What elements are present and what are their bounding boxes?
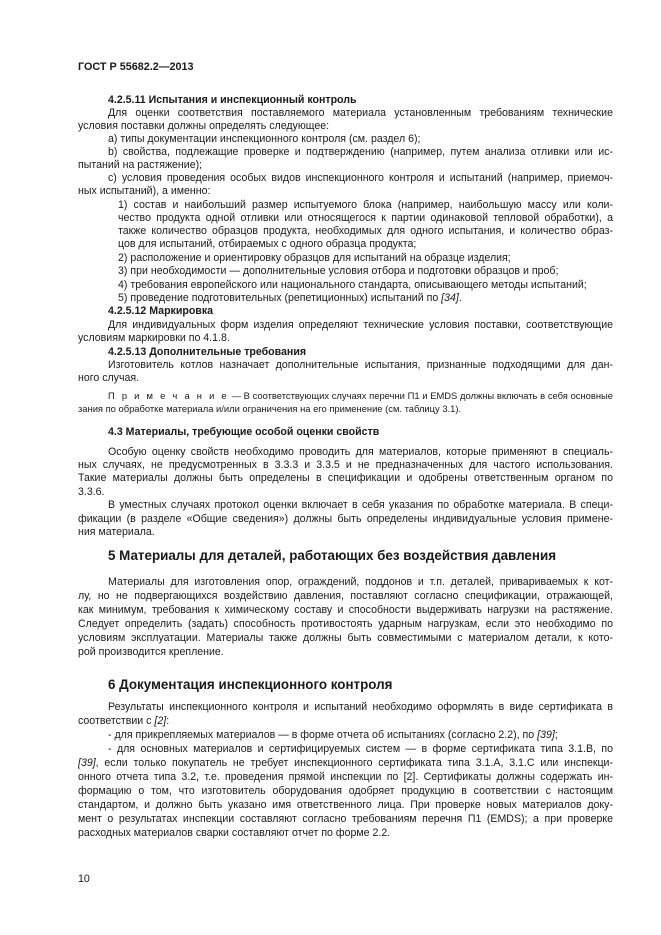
punct: . — [458, 292, 462, 304]
line-text: формацию о том, что изготовитель оборудования одобряет продукцию в соответствии с настоящим — [78, 785, 613, 797]
citation: [39] — [78, 757, 96, 769]
line-text: 3) при необходимости — дополнительные условия отбора и подготовки образцов и проб; — [118, 265, 559, 277]
line-text: , если только покупатель не требует инспекционного сертификата типа 3.1.А, 3.1.С или инспекци- — [95, 757, 613, 769]
text-line — [108, 172, 613, 185]
punct: : — [166, 715, 170, 727]
text-line — [118, 199, 613, 212]
line-text: Такие материалы должны быть определены в спецификации и одобрены ответственным органом по — [78, 472, 613, 484]
text-line — [108, 359, 613, 372]
citation: [2] — [154, 715, 167, 727]
line-text: пытаний на растяжение); — [78, 159, 203, 171]
line-text: условиям маркировки по 4.1.8. — [78, 332, 230, 344]
text-line — [108, 576, 613, 589]
line-text: 2) расположение и ориентировку образцов для испытаний на образце изделия; — [118, 252, 511, 264]
line-text: Изготовитель котлов назначает дополнительные испытания, признанные подходящими для дан- — [108, 359, 613, 371]
note-label: П р и м е ч а н и е — [108, 390, 229, 401]
text-line — [108, 133, 420, 146]
line-text: ных случаях, не предусмотренных в 3.3.3 и 3.3.5 и не предназначенных для частого использования. — [78, 459, 613, 471]
text-line — [78, 632, 613, 645]
line-text: - для прикрепляемых материалов — в форме отчета об испытаниях (согласно 2.2), по — [108, 729, 538, 741]
text-line — [118, 292, 462, 305]
citation: [39] — [537, 729, 555, 741]
line-text: чество продукта одной отливки или относящегося к партии одинаковой тепловой обработки), а — [118, 212, 613, 224]
text-line — [108, 701, 613, 714]
line-text: 3.3.6. — [78, 486, 105, 498]
line-text: условия поставки должны определять следующее: — [78, 120, 330, 132]
document-header: ГОСТ Р 55682.2—2013 — [78, 61, 194, 73]
text-line — [78, 646, 224, 659]
line-text: Особую оценку свойств необходимо проводить для материалов, которые применяют в специаль- — [108, 446, 613, 458]
text-line — [108, 743, 613, 756]
line-text: 4.3 Материалы, требующие особой оценки свойств — [108, 426, 380, 438]
line-text: мент о результатах инспекции составляют согласно требованиям перечня П1 (EMDS); а при проверке — [78, 813, 613, 825]
section-heading: 6 Документация инспекционного контроля — [108, 677, 393, 692]
text-line — [78, 120, 329, 133]
line-text: Следует определить (задать) способность противостоять ударным нагрузкам, если это необходимо по — [78, 618, 613, 630]
text-line — [118, 279, 587, 292]
punct: ; — [554, 729, 558, 741]
text-line — [78, 757, 613, 770]
text-line — [118, 252, 511, 265]
text-line — [108, 499, 613, 512]
line-text: зания по обработке материала и/или ограничения на его применение (см. таблицу 3.1). — [78, 403, 462, 414]
page-number: 10 — [78, 873, 90, 885]
line-text: b) свойства, подлежащие проверке и подтверждению (например, путем анализа отливки или ис- — [108, 146, 613, 158]
line-text: лу, но не подвергающихся воздействию давления, поставляют согласно спецификации, отражающей, — [78, 590, 613, 602]
text-line — [78, 785, 613, 798]
text-line — [108, 107, 613, 120]
line-text: Для оценки соответствия поставляемого материала установленным требованиям технические — [108, 107, 613, 119]
text-line — [78, 486, 105, 499]
text-line — [118, 265, 558, 278]
line-text: 1) состав и наибольший размер испытуемого блока (например, наибольшую массу или коли- — [118, 199, 613, 211]
text-line — [78, 715, 169, 728]
text-line — [108, 729, 558, 742]
text-line — [118, 212, 613, 225]
text-line — [108, 94, 357, 107]
text-line — [78, 771, 613, 784]
text-line — [78, 526, 155, 539]
line-text: стандартом, и должно быть указано имя ответственного лица. При проверке новых материалов доку- — [78, 799, 613, 811]
text-line — [78, 590, 613, 603]
text-line — [78, 159, 202, 172]
text-line — [78, 372, 139, 385]
line-text: как минимум, требования к химическому составу и способности выдерживать нагрузки на растяжение. — [78, 604, 613, 616]
text-line — [108, 346, 306, 359]
text-line — [78, 472, 613, 485]
line-text: условиям эксплуатации. Материалы также должны быть совместимыми с материалом детали, к кото- — [78, 632, 613, 644]
text-line — [108, 426, 379, 439]
line-text: соответствии с — [78, 715, 155, 727]
text-line — [108, 446, 613, 459]
line-text: a) типы документации инспекционного контроля (см. раздел 6); — [108, 133, 421, 145]
line-text: 4) требования европейского или национального стандарта, описывающего методы испытаний; — [118, 279, 587, 291]
text-line — [78, 459, 613, 472]
line-text: c) условия проведения особых видов инспекционного контроля и испытаний (например, приемоч- — [108, 172, 613, 184]
line-text: цов для испытаний, отбираемых с одного образца продукта; — [118, 238, 417, 250]
line-text: Результаты инспекционного контроля и испытаний необходимо оформлять в виде сертификата в — [108, 701, 613, 713]
line-text: ного случая. — [78, 372, 140, 384]
line-text: онного отчета типа 3.2, т.е. проведения прямой инспекции по [2]. Сертификаты должны содержать ин- — [78, 771, 613, 783]
text-line — [78, 604, 613, 617]
text-line — [108, 146, 613, 159]
text-line — [118, 238, 416, 251]
line-text: расходных материалов сварки составляют отчет по форме 2.2. — [78, 827, 391, 839]
line-text: 4.2.5.11 Испытания и инспекционный контроль — [108, 94, 357, 106]
line-text: ния материала. — [78, 526, 155, 538]
line-text: Для индивидуальных форм изделия определяют технические условия поставки, соответствующие — [108, 319, 613, 331]
text-line — [78, 827, 390, 840]
line-text: фикации (в разделе «Общие сведения») должны быть определены индивидуальные условия примене- — [78, 513, 613, 525]
line-text: — В соответствующих случаях перечни П1 и EMDS должны включать в себя основные — [231, 390, 613, 401]
text-line — [78, 332, 230, 345]
line-text: 5) проведение подготовительных (репетиционных) испытаний по — [118, 292, 442, 304]
line-text: ных испытаний), а именно: — [78, 185, 211, 197]
text-line — [118, 225, 613, 238]
text-line — [108, 390, 613, 403]
text-line — [78, 799, 613, 812]
text-line — [78, 403, 461, 415]
text-line — [78, 185, 210, 198]
line-text: 4.2.5.12 Маркировка — [108, 305, 214, 317]
text-line — [78, 513, 613, 526]
line-text: также количество образцов продукта, необходимых для одного испытания, и количество образ- — [118, 225, 613, 237]
text-line — [78, 813, 613, 826]
text-line — [108, 319, 613, 332]
text-line — [78, 618, 613, 631]
text-line — [108, 305, 213, 318]
citation: [34] — [441, 292, 459, 304]
line-text: рой производится крепление. — [78, 646, 224, 658]
line-text: В уместных случаях протокол оценки включает в себя указания по обработке материала. В специ- — [108, 499, 613, 511]
line-text: 4.2.5.13 Дополнительные требования — [108, 346, 307, 358]
line-text: - для основных материалов и сертифицируемых систем — в форме сертификата типа 3.1.В, по — [108, 743, 613, 755]
line-text: Материалы для изготовления опор, ограждений, поддонов и т.п. деталей, привариваемых к кот- — [108, 576, 613, 588]
section-heading: 5 Материалы для деталей, работающих без воздействия давления — [108, 548, 557, 563]
